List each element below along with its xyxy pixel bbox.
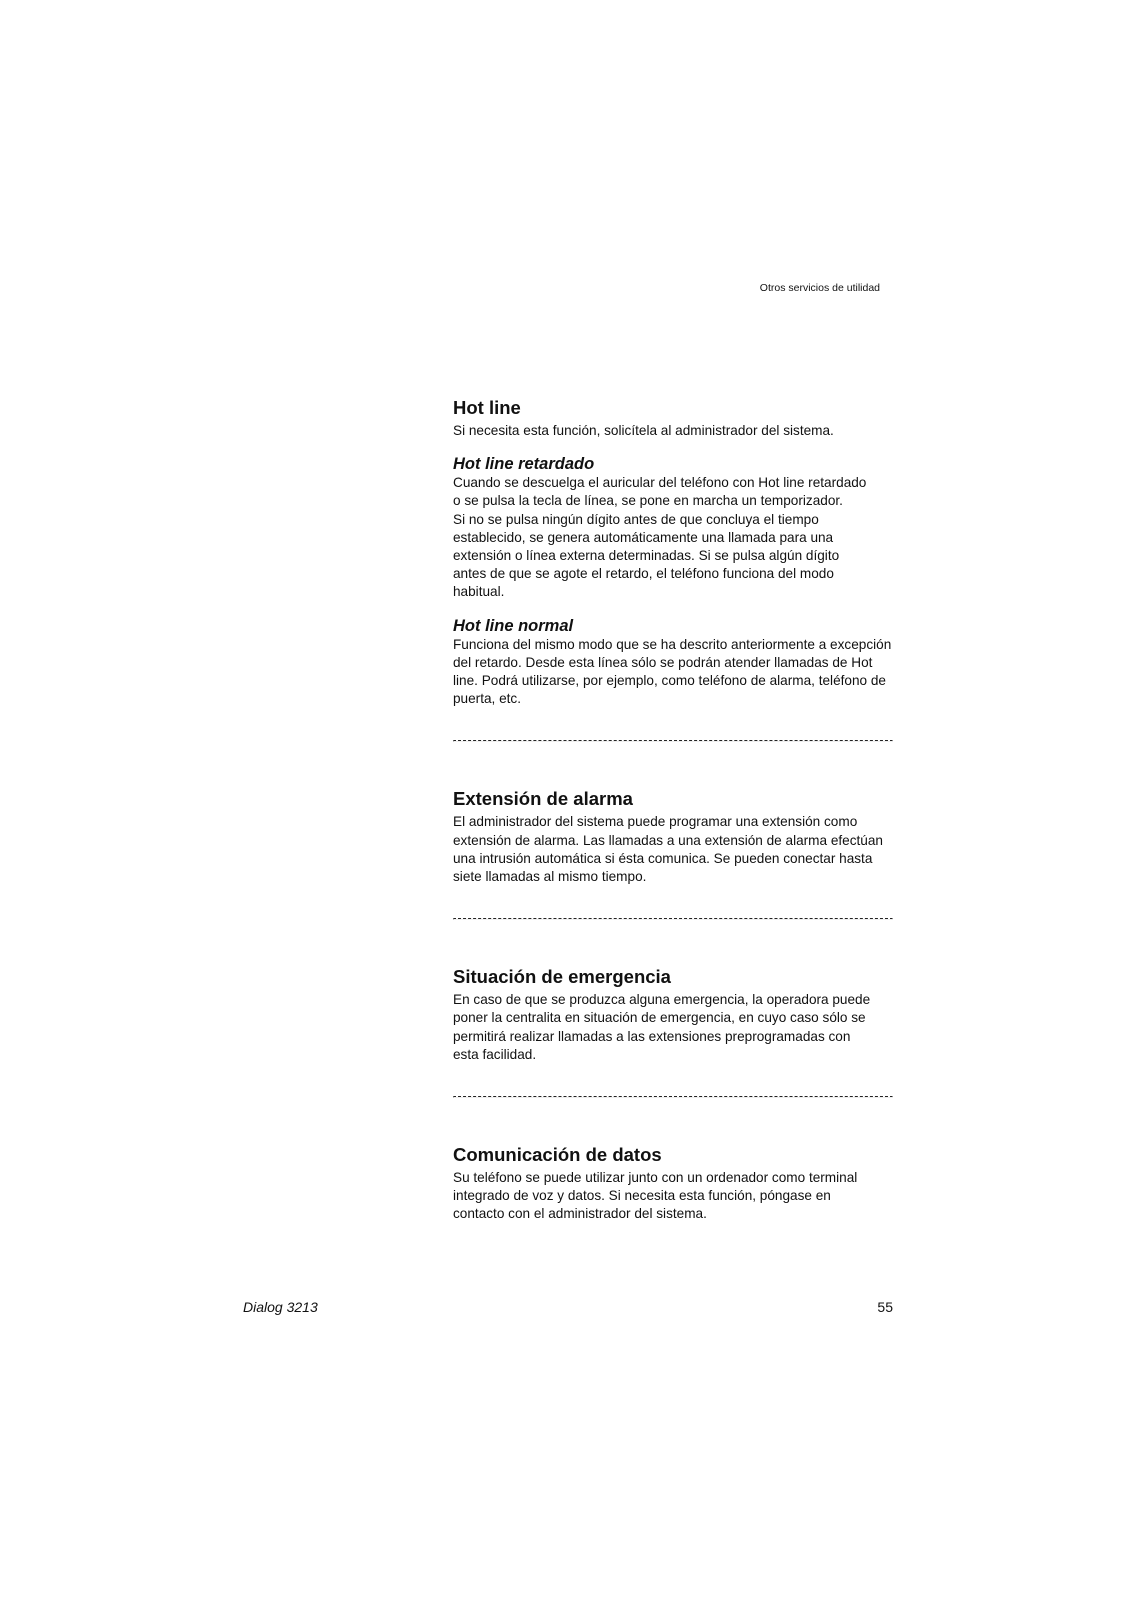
hot-line-intro: Si necesita esta función, solicítela al administrador del sistema.: [453, 423, 834, 438]
section-title-situacion-emergencia: Situación de emergencia: [453, 966, 671, 988]
comunicacion-datos-text: Su teléfono se puede utilizar junto con un ordenador como terminal integrado de voz y datos. Si necesita esta función, póngase en contacto con el administrador del sistema.: [453, 1170, 858, 1222]
subsection-title-hot-line-normal: Hot line normal: [453, 616, 574, 635]
section-situacion-emergencia: [453, 965, 893, 1064]
page-content: [453, 396, 893, 1224]
section-hot-line: [453, 396, 893, 708]
hot-line-retardado-text: Cuando se descuelga el auricular del teléfono con Hot line retardado o se pulsa la tecla de línea, se pone en marcha un temporizador. Si no se pulsa ningún dígito antes de que concluya el tiempo establecido, se genera automáticamente una llamada para una extensión o línea externa determinadas. Si se pulsa algún dígito antes de que se agote el retardo, el teléfono funciona del modo habitual.: [453, 475, 867, 600]
section-title-extension-alarma: Extensión de alarma: [453, 788, 633, 810]
extension-alarma-text: El administrador del sistema puede programar una extensión como extensión de alarma. Las llamadas a una extensión de alarma efectúan una intrusión automática si ésta comunica. Se pueden conectar hasta siete llamadas al mismo tiempo.: [453, 814, 883, 885]
footer-page-number: 55: [877, 1299, 893, 1315]
section-title-comunicacion-datos: Comunicación de datos: [453, 1144, 662, 1166]
section-title-hot-line: Hot line: [453, 397, 521, 418]
running-header: Otros servicios de utilidad: [759, 282, 880, 294]
hot-line-normal-text: Funciona del mismo modo que se ha descrito anteriormente a excepción del retardo. Desde esta línea sólo se podrán atender llamadas de Hot line. Podrá utilizarse, por ejemplo, como teléfono de alarma, teléfono de puerta, etc.: [453, 636, 892, 707]
footer-product-name: Dialog 3213: [243, 1299, 318, 1315]
section-comunicacion-datos: [453, 1143, 893, 1224]
section-extension-alarma: [453, 787, 893, 886]
situacion-emergencia-text: En caso de que se produzca alguna emergencia, la operadora puede poner la centralita en situación de emergencia, en cuyo caso sólo se permitirá realizar llamadas a las extensiones preprogramadas con esta facilidad.: [453, 992, 871, 1062]
subsection-title-hot-line-retardado: Hot line retardado: [453, 455, 595, 474]
